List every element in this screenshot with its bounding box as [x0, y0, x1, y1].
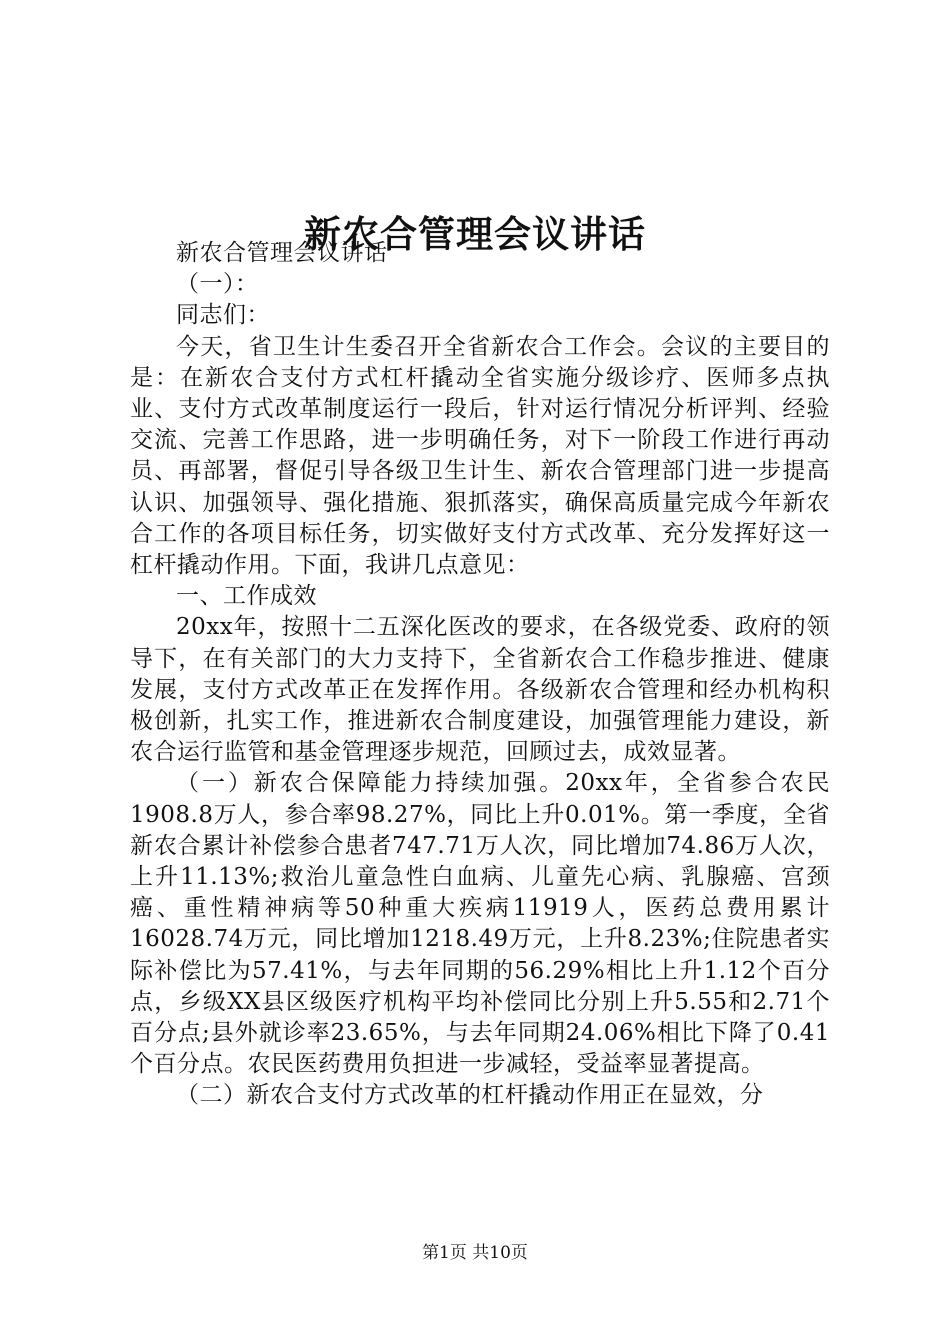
- salutation: 同志们：: [176, 302, 270, 329]
- body-paragraph: （一）新农合保障能力持续加强。20xx年，全省参合农民1908.8万人，参合率98.27%，同比上升0.01%。第一季度，全省新农合累计补偿参合患者747.71万人次，同比增加74.86万人次，上升11.13%;救治儿童急性白血病、儿童先心病、乳腺癌、宫颈癌、重性精神病等50种重大疾病11919人，医药总费用累计16028.74万元，同比增加1218.49万元，上升8.23%;住院患者实际补偿比为57.41%，与去年同期的56.29%相比上升1.12个百分点，乡级XX县区级医疗机构平均补偿同比分别上升5.55和2.71个百分点;县外就诊率23.65%，与去年同期24.06%相比下降了0.41个百分点。农民医药费用负担进一步减轻，受益率显著提高。: [130, 770, 830, 1078]
- section-marker: （一）：: [176, 271, 259, 298]
- subtitle-paragraph: 新农合管理会议讲话: [176, 240, 388, 266]
- body-paragraph: 20xx年，按照十二五深化医改的要求，在各级党委、政府的领导下，在有关部门的大力支持下，全省新农合工作稳步推进、健康发展，支付方式改革正在发挥作用。各级新农合管理和经办机构积极创新，扎实工作，推进新农合制度建设，加强管理能力建设，新农合运行监管和基金管理逐步规范，回顾过去，成效显著。: [130, 614, 830, 766]
- section-heading: 一、工作成效: [176, 583, 317, 610]
- document-body: [130, 238, 830, 1112]
- document-title: 新农合管理会议讲话: [304, 211, 646, 256]
- body-paragraph: （二）新农合支付方式改革的杠杆撬动作用正在显效，分: [176, 1082, 764, 1109]
- body-paragraph: 今天，省卫生计生委召开全省新农合工作会。会议的主要目的是：在新农合支付方式杠杆撬动全省实施分级诊疗、医师多点执业、支付方式改革制度运行一段后，针对运行情况分析评判、经验交流、完善工作思路，进一步明确任务，对下一阶段工作进行再动员、再部署，督促引导各级卫生计生、新农合管理部门进一步提高认识、加强领导、强化措施、狠抓落实，确保高质量完成今年新农合工作的各项目标任务，切实做好支付方式改革、充分发挥好这一杠杆撬动作用。下面，我讲几点意见：: [130, 333, 830, 579]
- page-number-footer: 第1页 共10页: [422, 1243, 528, 1263]
